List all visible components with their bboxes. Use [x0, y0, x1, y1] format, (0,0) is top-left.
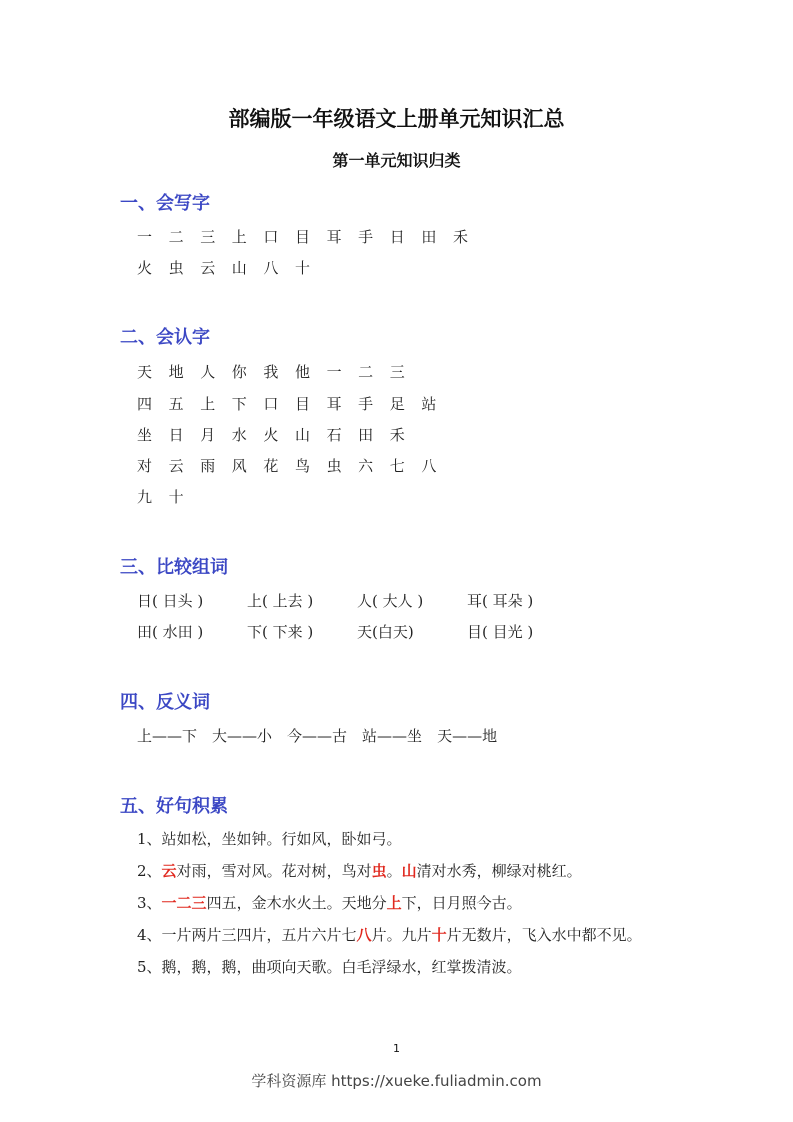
highlight-char: 虫 — [371, 862, 387, 880]
row-item: 耳( 耳朵 ) — [467, 592, 534, 610]
row-item: 目 — [294, 395, 310, 413]
document-title: 部编版一年级语文上册单元知识汇总 — [228, 107, 565, 131]
row-item: 雨 — [200, 457, 216, 475]
row-item: 口 — [263, 395, 279, 413]
sentence-text: 。 — [386, 862, 402, 880]
row-item: 坐 — [137, 426, 153, 444]
char-row — [137, 455, 453, 477]
row-item: 七 — [389, 457, 405, 475]
highlight-char: 云 — [161, 862, 177, 880]
section-heading-antonyms: 四、反义词 — [120, 692, 210, 713]
row-item: 今——古 — [287, 727, 348, 745]
row-item: 三 — [200, 228, 216, 246]
sentence-2 — [137, 860, 582, 882]
row-item: 下( 下来 ) — [247, 623, 314, 641]
char-row — [137, 424, 421, 446]
row-item: 大——小 — [212, 727, 273, 745]
row-item: 上 — [231, 228, 247, 246]
section-heading-compare: 三、比较组词 — [120, 557, 228, 578]
row-item: 三 — [389, 363, 405, 381]
row-item: 鸟 — [294, 457, 310, 475]
unit-subtitle: 第一单元知识归类 — [332, 151, 461, 170]
row-item: 天(白天) — [357, 623, 414, 641]
row-item: 站——坐 — [362, 727, 423, 745]
sentence-text: 3、 — [137, 894, 162, 912]
row-item: 天——地 — [437, 727, 498, 745]
page-number: 1 — [393, 1042, 400, 1055]
sentence-text: 2、 — [137, 862, 162, 880]
row-item: 一 — [137, 228, 153, 246]
highlight-char: 八 — [356, 926, 372, 944]
highlight-char: 十 — [431, 926, 447, 944]
word-pair-row — [137, 621, 577, 643]
highlight-char: 一二三 — [161, 894, 207, 912]
row-item: 日( 日头 ) — [137, 592, 204, 610]
row-item: 五 — [168, 395, 184, 413]
row-item: 禾 — [452, 228, 468, 246]
sentence-text: 四五，金木水火土。天地分 — [206, 894, 387, 912]
sentence-text: 清对水秀，柳绿对桃红。 — [416, 862, 582, 880]
row-item: 石 — [326, 426, 342, 444]
word-pair-row — [137, 590, 577, 612]
row-item: 日 — [389, 228, 405, 246]
row-item: 上——下 — [137, 727, 198, 745]
sentence-text: 对雨，雪对风。花对树，鸟对 — [176, 862, 372, 880]
row-item: 山 — [231, 259, 247, 277]
row-item: 他 — [294, 363, 310, 381]
row-item: 你 — [231, 363, 247, 381]
row-item: 田( 水田 ) — [137, 623, 204, 641]
row-item: 二 — [358, 363, 374, 381]
row-item: 八 — [263, 259, 279, 277]
row-item: 十 — [294, 259, 310, 277]
row-item: 月 — [200, 426, 216, 444]
row-item: 田 — [421, 228, 437, 246]
row-item: 人( 大人 ) — [357, 592, 424, 610]
row-item: 虫 — [326, 457, 342, 475]
sentence-text: 下，日月照今古。 — [401, 894, 522, 912]
char-row — [137, 226, 485, 248]
row-item: 云 — [200, 259, 216, 277]
row-item: 六 — [358, 457, 374, 475]
antonym-row — [137, 725, 512, 747]
row-item: 口 — [263, 228, 279, 246]
row-item: 八 — [421, 457, 437, 475]
row-item: 目( 目光 ) — [467, 623, 534, 641]
char-row — [137, 257, 327, 279]
highlight-char: 山 — [401, 862, 417, 880]
row-item: 对 — [137, 457, 153, 475]
row-item: 四 — [137, 395, 153, 413]
row-item: 我 — [263, 363, 279, 381]
sentence-text: 片无数片，飞入水中都不见。 — [446, 926, 642, 944]
row-item: 风 — [231, 457, 247, 475]
row-item: 十 — [168, 488, 184, 506]
sentence-text: 片。九片 — [371, 926, 432, 944]
row-item: 人 — [200, 363, 216, 381]
row-item: 二 — [168, 228, 184, 246]
footer-watermark: 学科资源库 https://xueke.fuliadmin.com — [251, 1072, 542, 1090]
row-item: 田 — [358, 426, 374, 444]
row-item: 站 — [421, 395, 437, 413]
row-item: 山 — [294, 426, 310, 444]
sentence-3 — [137, 892, 522, 914]
sentence-1: 1、站如松，坐如钟。行如风，卧如弓。 — [137, 830, 402, 848]
row-item: 目 — [294, 228, 310, 246]
section-heading-write: 一、会写字 — [120, 193, 210, 214]
sentence-text: 4、一片两片三四片，五片六片七 — [137, 926, 357, 944]
row-item: 足 — [389, 395, 405, 413]
row-item: 耳 — [326, 395, 342, 413]
row-item: 日 — [168, 426, 184, 444]
sentence-5: 5、鹅，鹅，鹅，曲项向天歌。白毛浮绿水，红掌拨清波。 — [137, 958, 522, 976]
row-item: 水 — [231, 426, 247, 444]
sentence-4 — [137, 924, 642, 946]
row-item: 火 — [263, 426, 279, 444]
row-item: 九 — [137, 488, 153, 506]
row-item: 耳 — [326, 228, 342, 246]
row-item: 地 — [168, 363, 184, 381]
section-heading-recognize: 二、会认字 — [120, 327, 210, 348]
row-item: 上( 上去 ) — [247, 592, 314, 610]
row-item: 手 — [358, 228, 374, 246]
char-row — [137, 393, 453, 415]
section-heading-sentences: 五、好句积累 — [120, 796, 228, 817]
row-item: 火 — [137, 259, 153, 277]
highlight-char: 上 — [386, 894, 402, 912]
row-item: 天 — [137, 363, 153, 381]
char-row — [137, 361, 421, 383]
row-item: 上 — [200, 395, 216, 413]
row-item: 虫 — [168, 259, 184, 277]
row-item: 花 — [263, 457, 279, 475]
row-item: 一 — [326, 363, 342, 381]
row-item: 禾 — [389, 426, 405, 444]
row-item: 手 — [358, 395, 374, 413]
row-item: 云 — [168, 457, 184, 475]
char-row — [137, 486, 200, 508]
row-item: 下 — [231, 395, 247, 413]
